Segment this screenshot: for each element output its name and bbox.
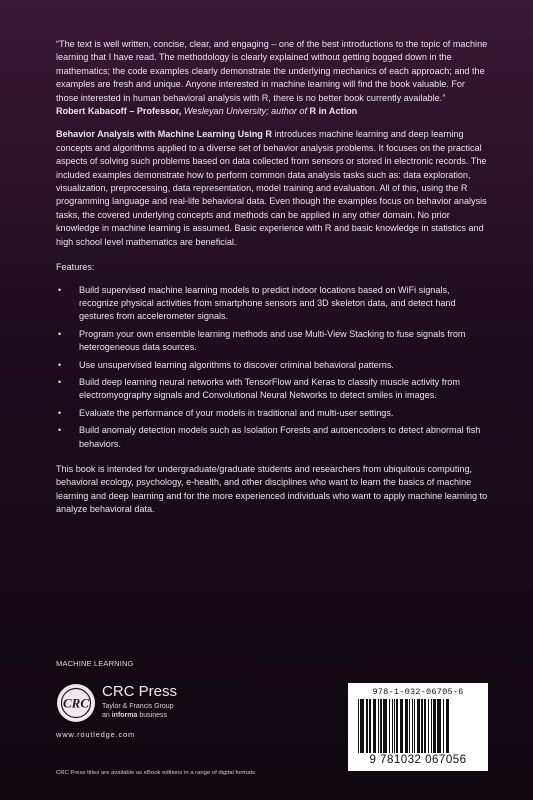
informa-brand: informa [111, 712, 138, 719]
barcode-bar [358, 699, 359, 753]
barcode-bar [360, 699, 364, 753]
barcode-bar [392, 699, 393, 753]
barcode-bar [412, 699, 413, 753]
feature-item [56, 424, 488, 451]
feature-text: Build anomaly detection models such as Isolation Forests and autoencoders to detect abnormal fish behaviors. [79, 425, 481, 449]
endorsement-affiliation: Wesleyan University; author of [183, 106, 310, 117]
endorsement-author: Robert Kabacoff – Professor, Wesleyan University; author of R in Action [56, 106, 358, 117]
publisher-name: CRC Press [102, 683, 178, 700]
barcode-bar [378, 699, 379, 753]
barcode-bars [356, 699, 480, 753]
barcode-bar [443, 699, 444, 753]
feature-item [56, 359, 488, 372]
feature-text: Evaluate the performance of your models in traditional and multi-user settings. [79, 407, 394, 418]
audience-paragraph: This book is intended for undergraduate/graduate students and researchers from ubiquitous computing, behavioral ecology, psychology, e-health, and other disciplines who want to learn the basics of machine learning and deep learning and for the more experienced individuals who want to apply machine learning to analyze behavioral data. [56, 463, 488, 515]
barcode-bar [396, 699, 398, 753]
publisher-business-line: an informa business [102, 712, 167, 719]
barcode-bar [400, 699, 403, 753]
barcode-bar [373, 699, 376, 753]
barcode-bar [394, 699, 395, 753]
barcode-bar [366, 699, 368, 753]
ebook-availability-note: CRC Press titles are available as eBook editions in a range of digital formats [56, 770, 256, 776]
feature-item [56, 407, 488, 420]
book-description [56, 128, 488, 249]
barcode-bar [437, 699, 441, 753]
feature-text: Use unsupervised learning algorithms to discover criminal behavioral patterns. [79, 359, 394, 370]
publisher-block [56, 683, 286, 743]
publisher-website: www.routledge.com [56, 730, 136, 739]
logo-lettering: CRC [62, 695, 90, 711]
barcode-bar [414, 699, 415, 753]
barcode-bar [383, 699, 387, 753]
isbn-barcode [348, 683, 488, 771]
features-list [56, 284, 488, 451]
barcode-bar [446, 699, 449, 753]
bullet-icon: • [58, 407, 62, 418]
subject-category: MACHINE LEARNING [56, 659, 134, 668]
feature-text: Program your own ensemble learning methods and use Multi-View Stacking to fuse signals from heterogeneous data sources. [79, 328, 466, 353]
bullet-icon: • [58, 359, 62, 370]
features-heading: Features: [56, 262, 95, 273]
barcode-bar [380, 699, 382, 753]
barcode-bar [433, 699, 436, 753]
feature-text: Build supervised machine learning models to predict indoor locations based on WiFi signals, recognize physical activities from smartphone sensors and 3D skeleton data, and detect hand gestures from accelerometer signals. [79, 284, 456, 322]
feature-item [56, 284, 488, 324]
book-title: Behavior Analysis with Machine Learning Using R [56, 129, 272, 140]
bullet-icon: • [58, 284, 62, 295]
crc-press-logo-icon [56, 683, 96, 723]
isbn-label: 978-1-032-06705-6 [372, 687, 464, 697]
bullet-icon: • [58, 425, 62, 436]
endorsement-quote: “The text is well written, concise, clear, and engaging – one of the best introductions to the topic of machine learning that I have read. The methodology is clearly explained without getting bogged down in the mathematics; the code examples clearly demonstrate the underlying mechanics of each approach; and the examples are fresh and unique. Anyone interested in machine learning will find the book valuable. For those interested in human behavioral analysis with R, there is no better book currently available.” [56, 39, 488, 103]
publisher-group: Taylor & Francis Group [102, 703, 174, 710]
feature-text: Build deep learning neural networks with TensorFlow and Keras to classify muscle activity from electromyography signals and Convolutional Neural Networks to detect smiles in images. [79, 376, 460, 401]
barcode-bar [421, 699, 423, 753]
feature-item [56, 328, 488, 355]
endorsement [56, 38, 488, 118]
bullet-icon: • [58, 328, 62, 339]
cover-text-block [56, 38, 488, 517]
barcode-bar [431, 699, 432, 753]
bullet-icon: • [58, 376, 62, 387]
barcode-bar [405, 699, 408, 753]
barcode-bar [424, 699, 426, 753]
feature-item [56, 376, 488, 403]
barcode-bar [389, 699, 390, 753]
barcode-bar [428, 699, 429, 753]
barcode-digits: 9 781032 067056 [369, 754, 467, 766]
endorsement-book: R in Action [309, 106, 358, 117]
barcode-bar [369, 699, 371, 753]
barcode-bar [409, 699, 410, 753]
book-description-text: introduces machine learning and deep learning concepts and algorithms applied to a diverse set of behavior analysis problems. It focuses on the practical aspects of solving such problems based on data collected from sensors or stored in electronic records. The included examples demonstrate how to perform common data analysis tasks such as: data exploration, visualization, preprocessing, data representation, model training and evaluation. All of this, using the R programming language and real-life behavioral data. Even though the examples focus on behavior analysis tasks, the covered underlying concepts and methods can be applied in any other domain. No prior knowledge in machine learning is assumed. Basic experience with R and basic knowledge in statistics and high school level mathematics are beneficial. [56, 129, 487, 247]
barcode-bar [417, 699, 420, 753]
